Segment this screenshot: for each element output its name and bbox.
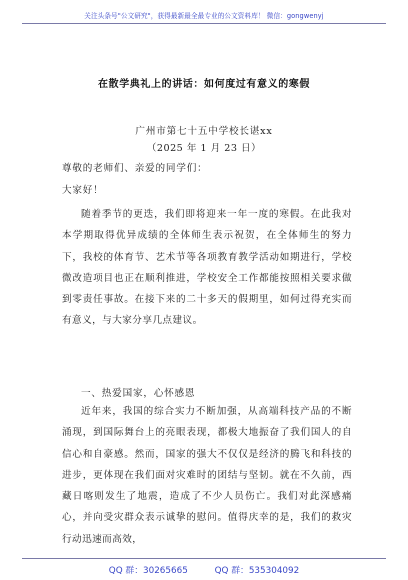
- promo-banner[interactable]: 关注头条号"公文研究"，获得最新最全最专业的公文资料库！ 微信：gongwenyj: [84, 12, 324, 20]
- paragraph-1: 随着季节的更迭，我们即将迎来一年一度的寒假。在此我对本学期取得优异成绩的全体师生表示祝贺，在全体师生的努力下，我校的体育节、艺术节等各项教育教学活动如期进行，学校微改造项目也正在顺利推进，学校安全工作都能按照相关要求做到零责任事故。在接下来的二十多天的假期里，如何过得充实而有意义，与大家分享几点建议。: [62, 209, 352, 327]
- salutation: 尊敬的老师们、亲爱的同学们：: [62, 163, 208, 174]
- qq-group-2[interactable]: QQ 群：535304092: [214, 566, 300, 576]
- footer: [0, 563, 408, 576]
- paragraph-2: 近年来，我国的综合实力不断加强，从高端科技产品的不断涌现，到国际舞台上的亮眼表现，都极大地振奋了我们国人的自信心和自豪感。然而，国家的强大不仅仅是经济的腾飞和科技的进步，更体现在我们面对灾难时的团结与坚韧。就在不久前，西藏日喀则发生了地震，造成了不少人员伤亡。我们对此深感痛心，并向受灾群众表示诚挚的慰问。值得庆幸的是，我们的救灾行动迅速而高效，: [62, 406, 352, 545]
- header-divider: [22, 23, 386, 24]
- document-author: 广州市第七十五中学校长谌xx: [135, 126, 273, 137]
- greeting: 大家好！: [62, 185, 104, 196]
- document-title: 在散学典礼上的讲话：如何度过有意义的寒假: [98, 79, 310, 90]
- qq-group-1[interactable]: QQ 群：30265665: [108, 566, 188, 576]
- section-heading-1: 一、热爱国家，心怀感恩: [81, 388, 196, 399]
- footer-divider: [22, 558, 386, 559]
- document-date: （2025 年 1 月 23 日）: [146, 143, 262, 154]
